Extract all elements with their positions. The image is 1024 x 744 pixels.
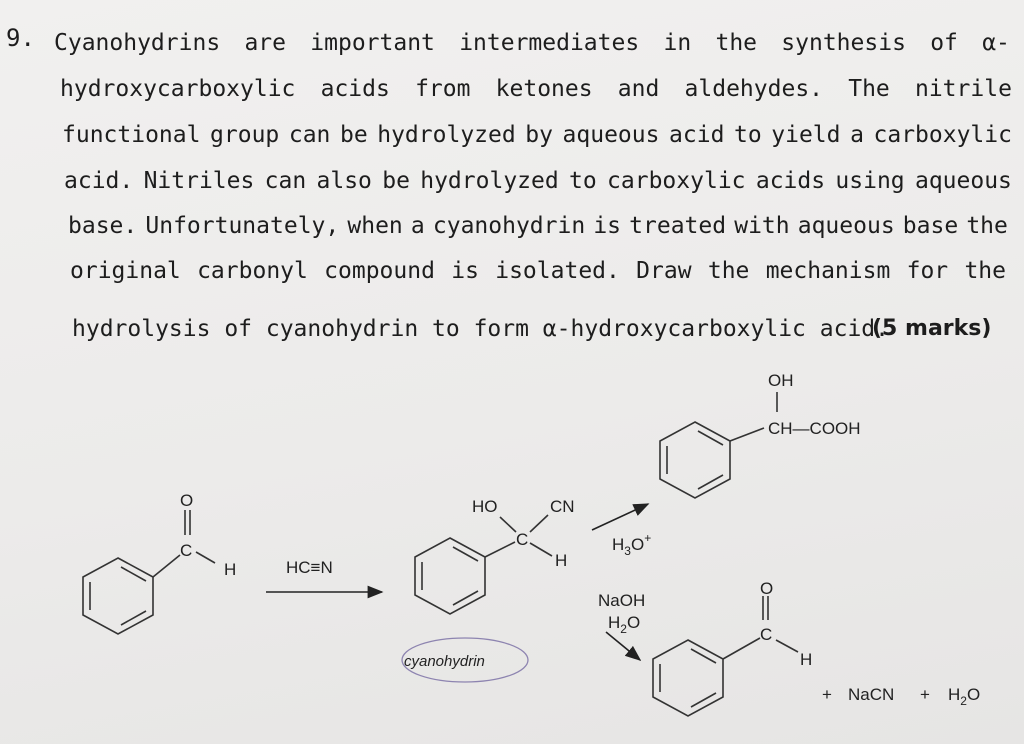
question-word: carboxylic — [873, 122, 1012, 148]
benzaldehyde-hydrogen: H — [224, 560, 237, 579]
question-word: for — [906, 258, 949, 284]
question-word: cyanohydrin — [432, 213, 586, 239]
hcn-reagent: HC≡N — [286, 558, 333, 577]
question-word: be — [382, 168, 410, 194]
question-word: mechanism — [765, 258, 891, 284]
question-word: Unfortunately, — [145, 213, 340, 239]
hydroxy-acid-chain: CH—COOH — [768, 419, 861, 438]
last-line-text: hydrolysis of cyanohydrin to form α-hydroxycarboxylic acid. — [72, 316, 889, 342]
question-word: in — [663, 30, 692, 56]
question-word: aqueous — [914, 168, 1012, 194]
aldehyde-carbon: C — [760, 625, 773, 644]
question-word: the — [966, 213, 1008, 239]
question-word: can — [288, 122, 331, 148]
question-word: ketones — [495, 76, 593, 102]
question-word: group — [210, 122, 280, 148]
question-word: Cyanohydrins — [54, 30, 221, 56]
question-word: acid. — [64, 168, 134, 194]
question-word: the — [715, 30, 758, 56]
question-word: treated — [629, 213, 727, 239]
plus-sign-1: + — [822, 685, 832, 704]
question-word: Draw — [636, 258, 692, 284]
question-word: yield — [771, 122, 841, 148]
question-word: hydrolyzed — [377, 122, 516, 148]
question-word: α- — [982, 30, 1010, 56]
cyanohydrin-carbon: C — [516, 530, 529, 549]
question-word: to — [569, 168, 597, 194]
question-word: by — [525, 122, 553, 148]
question-word: hydrolyzed — [420, 168, 559, 194]
base-reagent-water: $H_2O$ — [608, 613, 641, 636]
question-word: The — [848, 76, 890, 102]
question-word: important — [310, 30, 435, 56]
question-word: carboxylic — [607, 168, 746, 194]
question-word: of — [930, 30, 958, 56]
question-word: functional — [62, 122, 201, 148]
base-reagent-naoh: NaOH — [598, 591, 646, 610]
question-word: is — [593, 213, 622, 239]
question-word: aqueous — [562, 122, 660, 148]
question-word: be — [339, 122, 368, 148]
question-word: a — [410, 213, 425, 239]
cyanohydrin-hydrogen: H — [555, 551, 568, 570]
aldehyde-oxygen: O — [760, 579, 774, 598]
question-word: a — [850, 122, 864, 148]
question-word: carbonyl — [197, 258, 308, 284]
question-word: acids — [320, 76, 390, 102]
regenerated-aldehyde-structure — [653, 596, 798, 716]
benzaldehyde-carbon: C — [180, 541, 193, 560]
acid-reagent: $H_3O^+$ — [612, 531, 652, 558]
question-word: the — [964, 258, 1006, 284]
question-word: also — [316, 168, 372, 194]
hydroxy-acid-oh: OH — [768, 371, 794, 390]
question-word: to — [734, 122, 762, 148]
cyanohydrin-structure — [415, 515, 552, 614]
question-word: hydroxycarboxylic — [60, 76, 296, 102]
cyanohydrin-nitrile: CN — [550, 497, 575, 516]
question-word: base. — [68, 213, 138, 239]
question-word: nitrile — [914, 76, 1012, 102]
question-word: base — [902, 213, 959, 239]
question-word: aldehydes. — [684, 76, 824, 102]
question-word: original — [70, 258, 181, 284]
question-word: when — [347, 213, 403, 239]
byproduct-nacn: NaCN — [848, 685, 895, 704]
question-word: can — [264, 168, 307, 194]
question-word: Nitriles — [143, 168, 255, 194]
question-word: with — [734, 213, 790, 239]
aldehyde-hydrogen: H — [800, 650, 813, 669]
cyanohydrin-label: cyanohydrin — [404, 653, 485, 670]
benzaldehyde-oxygen: O — [180, 491, 194, 510]
question-word: isolated. — [495, 258, 620, 284]
question-number: 9. — [6, 24, 35, 52]
cyanohydrin-hydroxyl: HO — [472, 497, 498, 516]
hydroxy-acid-structure — [660, 392, 777, 498]
question-word: using — [835, 168, 905, 194]
question-word: are — [244, 30, 286, 56]
question-word: acids — [755, 168, 826, 194]
byproduct-water: $H_2O$ — [948, 685, 981, 708]
question-word: is — [451, 258, 479, 284]
marks-label: (5 marks) — [872, 316, 992, 341]
question-word: synthesis — [781, 30, 906, 56]
question-word: acid — [669, 122, 725, 148]
question-word: the — [707, 258, 750, 284]
question-word: and — [617, 76, 660, 102]
question-word: compound — [324, 258, 435, 284]
question-word: intermediates — [459, 30, 640, 56]
benzaldehyde-structure — [83, 510, 215, 634]
arrow-acid — [592, 504, 648, 530]
question-word: from — [415, 76, 471, 102]
plus-sign-2: + — [920, 685, 930, 704]
question-word: aqueous — [797, 213, 895, 239]
arrow-base — [606, 632, 640, 660]
